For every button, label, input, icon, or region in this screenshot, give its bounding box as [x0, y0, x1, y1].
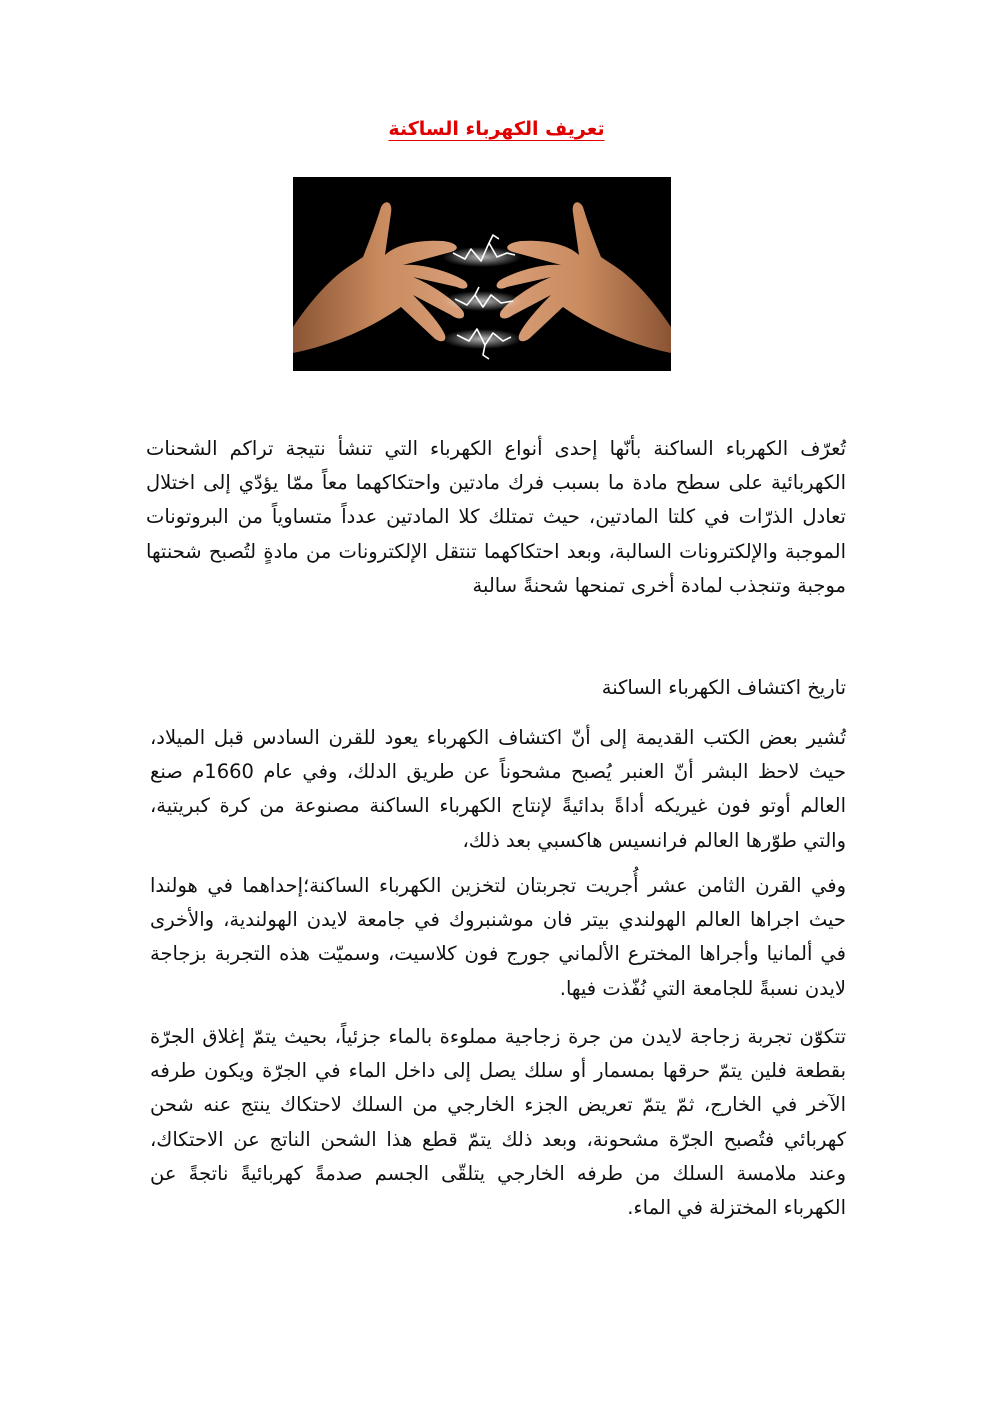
history-paragraph-1: تُشير بعض الكتب القديمة إلى أنّ اكتشاف الكهرباء يعود للقرن السادس قبل الميلاد، حيث لاحظ البشر أنّ العنبر يُصبح مشحوناً عن طريق الدلك، وفي عام 1660م صنع العالم أوتو فون غيريكه أداةً بدائيةً لإنتاج الكهرباء الساكنة مصنوعة من كرة كبريتية، والتي طوّرها العالم فرانسيس هاكسبي بعد ذلك،: [150, 726, 846, 852]
history-paragraph-3: تتكوّن تجربة زجاجة لايدن من جرة زجاجية مملوءة بالماء جزئياً، بحيث يتمّ إغلاق الجرّة بقطعة فلين يتمّ حرقها بمسمار أو سلك يصل إلى داخل الماء في الجرّة ويكون طرفه الآخر في الخارج، ثمّ يتمّ تعريض الجزء الخارجي من السلك لاحتكاك ينتج عنه شحن كهربائي فتُصبح الجرّة مشحونة، وبعد ذلك يتمّ قطع هذا الشحن الناتج عن الاحتكاك، وعند ملامسة السلك من طرفه الخارجي يتلقّى الجسم صدمةً كهربائيةً ناتجةً عن الكهرباء المختزلة في الماء.: [150, 1025, 846, 1220]
hands-spark-image: [293, 177, 671, 371]
page-title: تعريف الكهرباء الساكنة: [388, 118, 605, 140]
definition-paragraph: تُعرّف الكهرباء الساكنة بأنّها إحدى أنواع الكهرباء التي تنشأ نتيجة تراكم الشحنات الكهربائية على سطح مادة ما بسبب فرك مادتين واحتكاكهما معاً ممّا يؤدّي إلى اختلال تعادل الذرّات في كلتا المادتين، حيث تمتلك كلا المادتين عدداً متساوياً من البروتونات الموجبة والإلكترونات السالبة، وبعد احتكاكهما تنتقل الإلكترونات من مادةٍ لتُصبح شحنتها موجبة وتنجذب لمادة أخرى تمنحها شحنةً سالبة: [146, 437, 846, 597]
history-paragraph-2: وفي القرن الثامن عشر أُجريت تجربتان لتخزين الكهرباء الساكنة؛إحداهما في هولندا حيث اجراها العالم الهولندي بيتر فان موشنبروك في جامعة لايدن الهولندية، والأخرى في ألمانيا وأجراها المخترع الألماني جورج فون كلاسيت، وسميّت هذه التجربة بزجاجة لايدن نسبةً للجامعة التي نُفّذت فيها.: [150, 874, 846, 1000]
electric-sparks: [442, 235, 522, 359]
history-heading: تاريخ اكتشاف الكهرباء الساكنة: [601, 676, 846, 699]
